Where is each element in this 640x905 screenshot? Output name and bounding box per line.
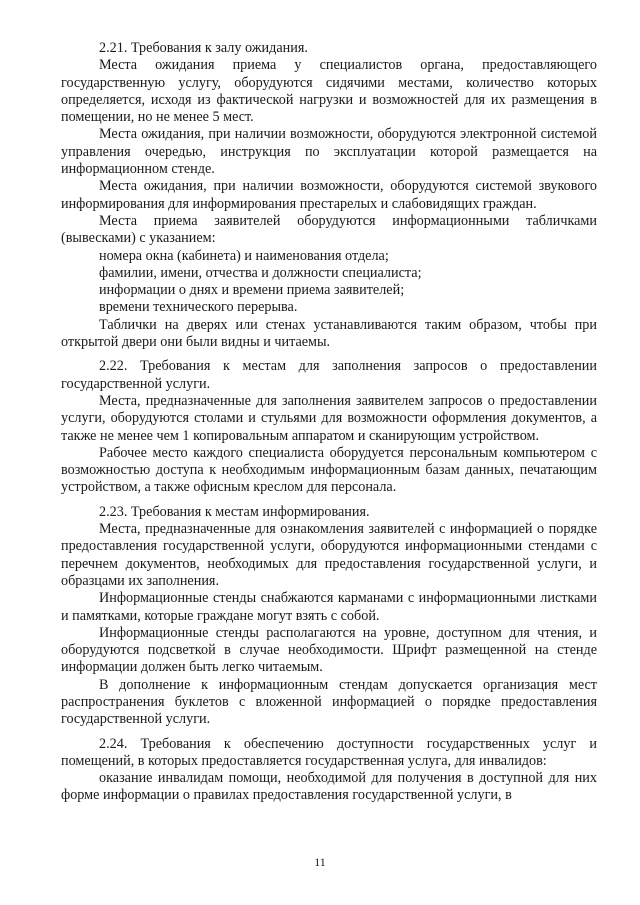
- list-item: времени технического перерыва.: [99, 299, 298, 316]
- paragraph: В дополнение к информационным стендам допускается организация мест распространения буклетов с вложенной информацией о порядке предоставления государственной услуги.: [61, 676, 597, 728]
- paragraph: Места ожидания приема у специалистов органа, предоставляющего государственную услугу, оборудуются сидячими местами, количество которых определяется, исходя из фактической нагрузки и возможностей для их размещения в помещении, но не менее 5 мест.: [61, 57, 597, 126]
- page-number: 11: [314, 855, 326, 869]
- paragraph: оказание инвалидам помощи, необходимой для получения в доступной для них форме информации о правилах предоставления государственной услуги, в: [61, 770, 597, 804]
- section-heading: 2.24. Требования к обеспечению доступности государственных услуг и помещений, в которых предоставляется государственная услуга, для инвалидов:: [61, 735, 597, 769]
- paragraph: Информационные стенды располагаются на уровне, доступном для чтения, и оборудуются подсветкой в случае необходимости. Шрифт размещенной на стенде информации должен быть легко читаемым.: [61, 624, 597, 676]
- section-heading: 2.21. Требования к залу ожидания.: [99, 40, 308, 56]
- section-2-22: [61, 358, 597, 496]
- section-2-24: [61, 736, 597, 805]
- paragraph: Места приема заявителей оборудуются информационными табличками (вывесками) с указанием:: [61, 212, 597, 247]
- paragraph: Места, предназначенные для заполнения заявителем запросов о предоставлении услуги, оборудуются столами и стульями для возможности оформления документов, а также не менее чем 1 копировальным аппаратом и сканирующим устройством.: [61, 392, 597, 444]
- section-2-23: [61, 504, 597, 729]
- paragraph: Места, предназначенные для ознакомления заявителей с информацией о порядке предоставления государственной услуги, оборудуются информационными стендами с перечнем документов, необходимых для предоставления государственной услуги, и образцами их заполнения.: [61, 521, 597, 589]
- section-2-21: [61, 40, 597, 351]
- section-heading: 2.23. Требования к местам информирования.: [99, 503, 370, 520]
- paragraph: Информационные стенды снабжаются карманами с информационными листками и памятками, которые граждане могут взять с собой.: [61, 590, 597, 624]
- paragraph: Места ожидания, при наличии возможности, оборудуются электронной системой управления очередью, инструкция по эксплуатации которой размещается на информационном стенде.: [61, 126, 597, 178]
- paragraph: Места ожидания, при наличии возможности, оборудуются системой звукового информирования для информирования престарелых и слабовидящих граждан.: [61, 178, 597, 212]
- document-page: [61, 40, 597, 805]
- list-item: номера окна (кабинета) и наименования отдела;: [99, 247, 389, 264]
- paragraph: Рабочее место каждого специалиста оборудуется персональным компьютером с возможностью доступа к необходимым информационным базам данных, печатающим устройством, а также офисным креслом для персонала.: [61, 444, 597, 496]
- list-item: информации о днях и времени приема заявителей;: [99, 282, 405, 299]
- paragraph: Таблички на дверях или стенах устанавливаются таким образом, чтобы при открытой двери они были видны и читаемы.: [61, 316, 597, 351]
- section-heading: 2.22. Требования к местам для заполнения запросов о предоставлении государственной услуги.: [61, 358, 597, 392]
- list-item: фамилии, имени, отчества и должности специалиста;: [99, 264, 422, 281]
